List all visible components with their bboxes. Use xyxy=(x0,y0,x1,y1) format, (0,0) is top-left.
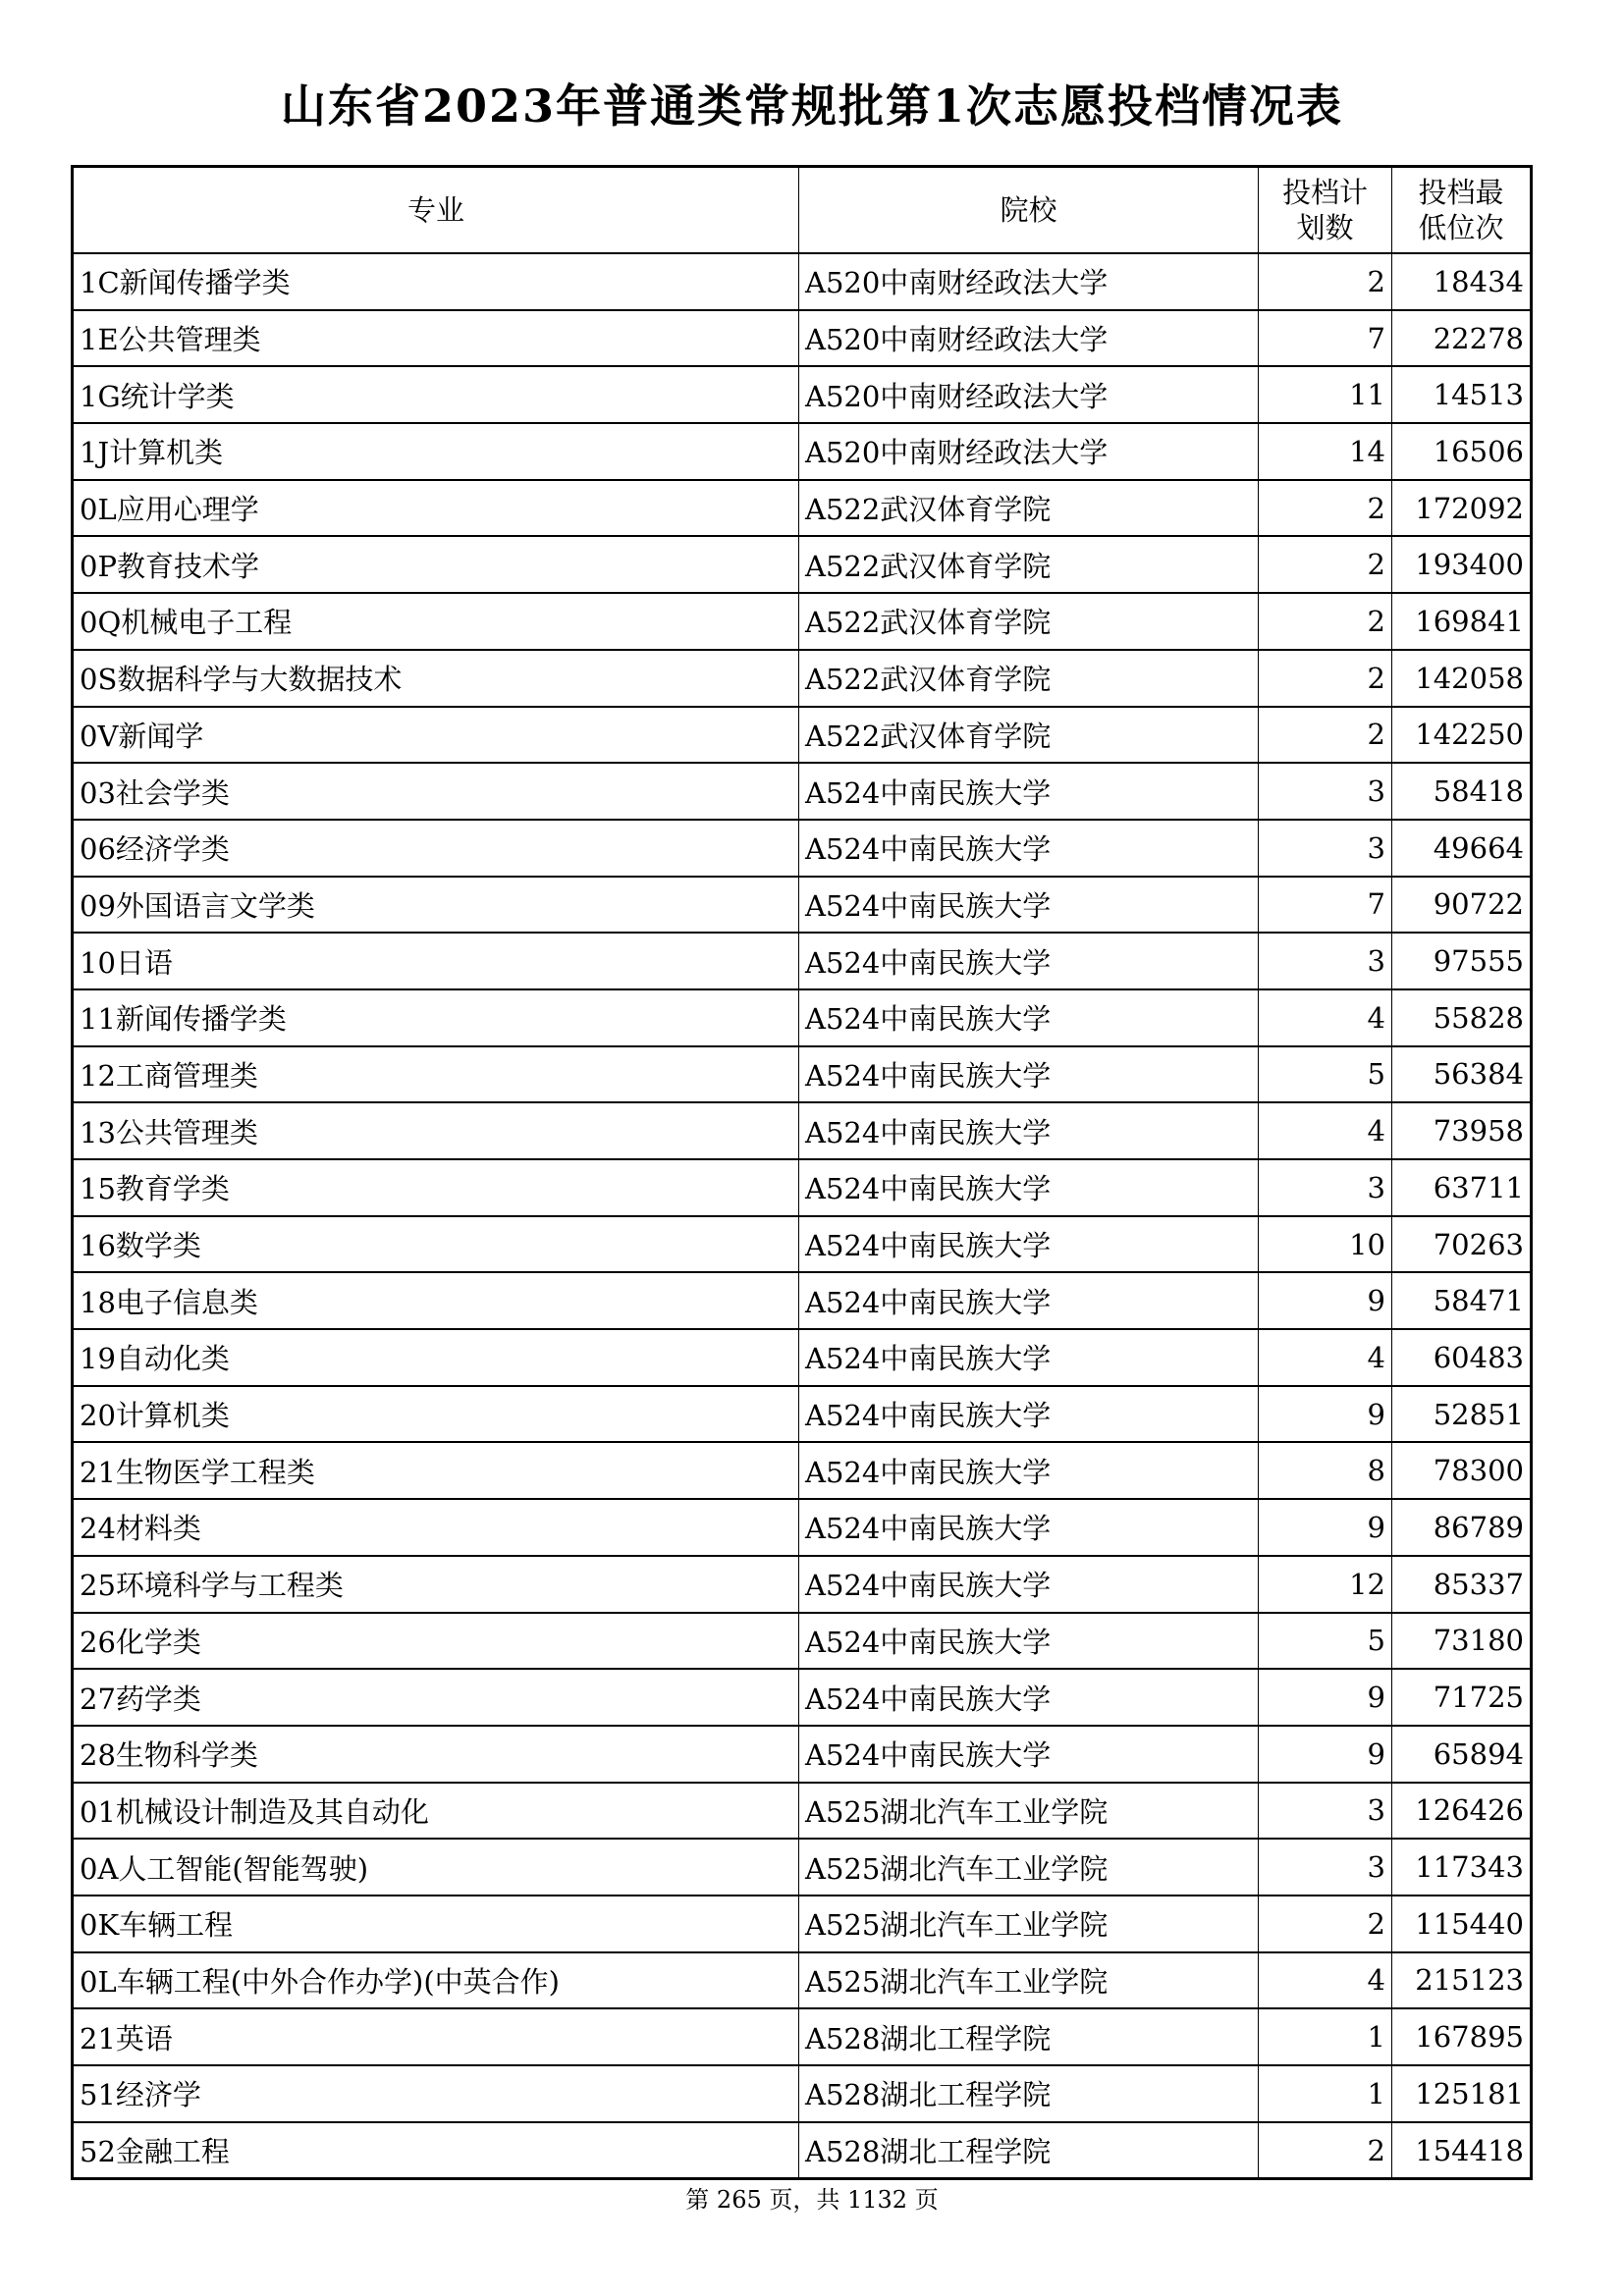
page-footer: 第 265 页，共 1132 页 xyxy=(685,2186,939,2214)
cell-plan: 3 xyxy=(1259,763,1392,820)
cell-major: 15教育学类 xyxy=(73,1159,799,1216)
header-plan xyxy=(1259,167,1392,254)
cell-school: A524中南民族大学 xyxy=(799,933,1259,989)
header-plan-line1: 投档计 xyxy=(1281,176,1368,209)
cell-major: 06经济学类 xyxy=(73,820,799,877)
cell-major: 16数学类 xyxy=(73,1216,799,1273)
cell-plan: 2 xyxy=(1259,707,1392,764)
table-header-row xyxy=(73,167,1532,254)
cell-rank: 52851 xyxy=(1392,1386,1532,1443)
table-row xyxy=(73,1783,1532,1840)
cell-rank: 142250 xyxy=(1392,707,1532,764)
cell-major: 52金融工程 xyxy=(73,2122,799,2179)
cell-rank: 97555 xyxy=(1392,933,1532,989)
cell-rank: 56384 xyxy=(1392,1046,1532,1103)
table-row xyxy=(73,989,1532,1046)
table-row xyxy=(73,1102,1532,1159)
cell-school: A524中南民族大学 xyxy=(799,1499,1259,1556)
cell-major: 19自动化类 xyxy=(73,1329,799,1386)
cell-school: A524中南民族大学 xyxy=(799,1159,1259,1216)
cell-major: 26化学类 xyxy=(73,1613,799,1670)
table-row xyxy=(73,1896,1532,1952)
cell-school: A524中南民族大学 xyxy=(799,989,1259,1046)
table-row xyxy=(73,1046,1532,1103)
cell-plan: 14 xyxy=(1259,423,1392,480)
cell-rank: 86789 xyxy=(1392,1499,1532,1556)
cell-plan: 5 xyxy=(1259,1613,1392,1670)
header-rank xyxy=(1392,167,1532,254)
header-school: 院校 xyxy=(799,167,1259,254)
cell-major: 0K车辆工程 xyxy=(73,1896,799,1952)
cell-rank: 215123 xyxy=(1392,1952,1532,2009)
cell-plan: 7 xyxy=(1259,877,1392,934)
cell-school: A524中南民族大学 xyxy=(799,1386,1259,1443)
table-row xyxy=(73,1272,1532,1329)
cell-school: A524中南民族大学 xyxy=(799,1216,1259,1273)
cell-plan: 8 xyxy=(1259,1442,1392,1499)
cell-rank: 117343 xyxy=(1392,1839,1532,1896)
table-row xyxy=(73,480,1532,537)
cell-plan: 10 xyxy=(1259,1216,1392,1273)
cell-rank: 58471 xyxy=(1392,1272,1532,1329)
cell-major: 51经济学 xyxy=(73,2065,799,2122)
cell-rank: 85337 xyxy=(1392,1556,1532,1613)
cell-major: 25环境科学与工程类 xyxy=(73,1556,799,1613)
cell-plan: 3 xyxy=(1259,1839,1392,1896)
table-row xyxy=(73,423,1532,480)
admission-table xyxy=(71,165,1533,2180)
cell-rank: 169841 xyxy=(1392,593,1532,650)
cell-major: 03社会学类 xyxy=(73,763,799,820)
cell-major: 0L车辆工程(中外合作办学)(中英合作) xyxy=(73,1952,799,2009)
table-row xyxy=(73,2008,1532,2065)
cell-plan: 3 xyxy=(1259,820,1392,877)
table-row xyxy=(73,1556,1532,1613)
table-row xyxy=(73,366,1532,423)
cell-plan: 12 xyxy=(1259,1556,1392,1613)
cell-rank: 115440 xyxy=(1392,1896,1532,1952)
table-row xyxy=(73,1613,1532,1670)
cell-rank: 73958 xyxy=(1392,1102,1532,1159)
cell-plan: 4 xyxy=(1259,1952,1392,2009)
table-row xyxy=(73,310,1532,367)
page-title: 山东省2023年普通类常规批第1次志愿投档情况表 xyxy=(280,80,1344,133)
cell-school: A520中南财经政法大学 xyxy=(799,366,1259,423)
cell-rank: 58418 xyxy=(1392,763,1532,820)
cell-major: 10日语 xyxy=(73,933,799,989)
cell-plan: 2 xyxy=(1259,593,1392,650)
cell-rank: 18434 xyxy=(1392,253,1532,310)
cell-rank: 55828 xyxy=(1392,989,1532,1046)
cell-plan: 4 xyxy=(1259,1102,1392,1159)
cell-major: 12工商管理类 xyxy=(73,1046,799,1103)
cell-school: A520中南财经政法大学 xyxy=(799,423,1259,480)
cell-school: A525湖北汽车工业学院 xyxy=(799,1783,1259,1840)
cell-rank: 14513 xyxy=(1392,366,1532,423)
cell-plan: 4 xyxy=(1259,989,1392,1046)
cell-plan: 2 xyxy=(1259,480,1392,537)
cell-plan: 1 xyxy=(1259,2065,1392,2122)
cell-plan: 2 xyxy=(1259,1896,1392,1952)
cell-rank: 154418 xyxy=(1392,2122,1532,2179)
cell-plan: 9 xyxy=(1259,1726,1392,1783)
cell-school: A525湖北汽车工业学院 xyxy=(799,1896,1259,1952)
table-row xyxy=(73,707,1532,764)
cell-school: A522武汉体育学院 xyxy=(799,593,1259,650)
cell-rank: 78300 xyxy=(1392,1442,1532,1499)
cell-school: A524中南民族大学 xyxy=(799,877,1259,934)
cell-school: A524中南民族大学 xyxy=(799,1272,1259,1329)
cell-plan: 11 xyxy=(1259,366,1392,423)
cell-school: A524中南民族大学 xyxy=(799,1556,1259,1613)
cell-rank: 49664 xyxy=(1392,820,1532,877)
cell-major: 0L应用心理学 xyxy=(73,480,799,537)
table-row xyxy=(73,2122,1532,2179)
cell-school: A524中南民族大学 xyxy=(799,1102,1259,1159)
cell-plan: 9 xyxy=(1259,1669,1392,1726)
header-rank-line2: 低位次 xyxy=(1418,211,1504,244)
cell-major: 1G统计学类 xyxy=(73,366,799,423)
table-row xyxy=(73,933,1532,989)
table-row xyxy=(73,1216,1532,1273)
cell-plan: 3 xyxy=(1259,1783,1392,1840)
table-row xyxy=(73,1669,1532,1726)
table-row xyxy=(73,1726,1532,1783)
cell-major: 01机械设计制造及其自动化 xyxy=(73,1783,799,1840)
cell-school: A524中南民族大学 xyxy=(799,1046,1259,1103)
cell-major: 21英语 xyxy=(73,2008,799,2065)
header-rank-line1: 投档最 xyxy=(1418,176,1504,209)
cell-rank: 73180 xyxy=(1392,1613,1532,1670)
cell-major: 21生物医学工程类 xyxy=(73,1442,799,1499)
table-row xyxy=(73,877,1532,934)
cell-school: A524中南民族大学 xyxy=(799,1613,1259,1670)
table-body xyxy=(73,253,1532,2179)
table-row xyxy=(73,253,1532,310)
cell-major: 28生物科学类 xyxy=(73,1726,799,1783)
cell-school: A522武汉体育学院 xyxy=(799,536,1259,593)
cell-plan: 9 xyxy=(1259,1499,1392,1556)
cell-school: A520中南财经政法大学 xyxy=(799,310,1259,367)
header-major: 专业 xyxy=(73,167,799,254)
cell-plan: 2 xyxy=(1259,650,1392,707)
cell-major: 1E公共管理类 xyxy=(73,310,799,367)
cell-plan: 2 xyxy=(1259,2122,1392,2179)
cell-rank: 60483 xyxy=(1392,1329,1532,1386)
table-row xyxy=(73,536,1532,593)
cell-plan: 3 xyxy=(1259,933,1392,989)
cell-plan: 4 xyxy=(1259,1329,1392,1386)
cell-school: A524中南民族大学 xyxy=(799,1669,1259,1726)
cell-plan: 1 xyxy=(1259,2008,1392,2065)
table-row xyxy=(73,820,1532,877)
cell-school: A524中南民族大学 xyxy=(799,820,1259,877)
cell-school: A522武汉体育学院 xyxy=(799,650,1259,707)
cell-major: 11新闻传播学类 xyxy=(73,989,799,1046)
table-row xyxy=(73,1329,1532,1386)
cell-major: 0Q机械电子工程 xyxy=(73,593,799,650)
cell-major: 18电子信息类 xyxy=(73,1272,799,1329)
cell-major: 24材料类 xyxy=(73,1499,799,1556)
cell-rank: 125181 xyxy=(1392,2065,1532,2122)
cell-school: A525湖北汽车工业学院 xyxy=(799,1839,1259,1896)
cell-major: 13公共管理类 xyxy=(73,1102,799,1159)
cell-rank: 16506 xyxy=(1392,423,1532,480)
cell-school: A528湖北工程学院 xyxy=(799,2065,1259,2122)
header-plan-line2: 划数 xyxy=(1296,211,1354,244)
table-row xyxy=(73,650,1532,707)
cell-major: 1J计算机类 xyxy=(73,423,799,480)
table-row xyxy=(73,1442,1532,1499)
cell-major: 0V新闻学 xyxy=(73,707,799,764)
cell-school: A524中南民族大学 xyxy=(799,763,1259,820)
cell-major: 27药学类 xyxy=(73,1669,799,1726)
cell-rank: 71725 xyxy=(1392,1669,1532,1726)
cell-rank: 126426 xyxy=(1392,1783,1532,1840)
cell-major: 0S数据科学与大数据技术 xyxy=(73,650,799,707)
cell-plan: 2 xyxy=(1259,253,1392,310)
table-row xyxy=(73,763,1532,820)
cell-school: A522武汉体育学院 xyxy=(799,707,1259,764)
table-row xyxy=(73,1952,1532,2009)
cell-rank: 167895 xyxy=(1392,2008,1532,2065)
table-row xyxy=(73,593,1532,650)
cell-school: A528湖北工程学院 xyxy=(799,2122,1259,2179)
table-row xyxy=(73,1159,1532,1216)
cell-plan: 3 xyxy=(1259,1159,1392,1216)
cell-rank: 65894 xyxy=(1392,1726,1532,1783)
cell-rank: 90722 xyxy=(1392,877,1532,934)
cell-school: A520中南财经政法大学 xyxy=(799,253,1259,310)
cell-rank: 22278 xyxy=(1392,310,1532,367)
cell-rank: 63711 xyxy=(1392,1159,1532,1216)
table-row xyxy=(73,2065,1532,2122)
cell-rank: 172092 xyxy=(1392,480,1532,537)
cell-school: A524中南民族大学 xyxy=(799,1442,1259,1499)
cell-rank: 142058 xyxy=(1392,650,1532,707)
cell-school: A524中南民族大学 xyxy=(799,1329,1259,1386)
cell-rank: 70263 xyxy=(1392,1216,1532,1273)
cell-major: 0P教育技术学 xyxy=(73,536,799,593)
cell-school: A528湖北工程学院 xyxy=(799,2008,1259,2065)
cell-plan: 2 xyxy=(1259,536,1392,593)
cell-major: 20计算机类 xyxy=(73,1386,799,1443)
cell-school: A525湖北汽车工业学院 xyxy=(799,1952,1259,2009)
table-row xyxy=(73,1499,1532,1556)
cell-school: A522武汉体育学院 xyxy=(799,480,1259,537)
cell-major: 1C新闻传播学类 xyxy=(73,253,799,310)
cell-plan: 5 xyxy=(1259,1046,1392,1103)
table-row xyxy=(73,1386,1532,1443)
table-row xyxy=(73,1839,1532,1896)
cell-rank: 193400 xyxy=(1392,536,1532,593)
cell-plan: 7 xyxy=(1259,310,1392,367)
cell-school: A524中南民族大学 xyxy=(799,1726,1259,1783)
cell-major: 09外国语言文学类 xyxy=(73,877,799,934)
cell-major: 0A人工智能(智能驾驶) xyxy=(73,1839,799,1896)
cell-plan: 9 xyxy=(1259,1386,1392,1443)
cell-plan: 9 xyxy=(1259,1272,1392,1329)
